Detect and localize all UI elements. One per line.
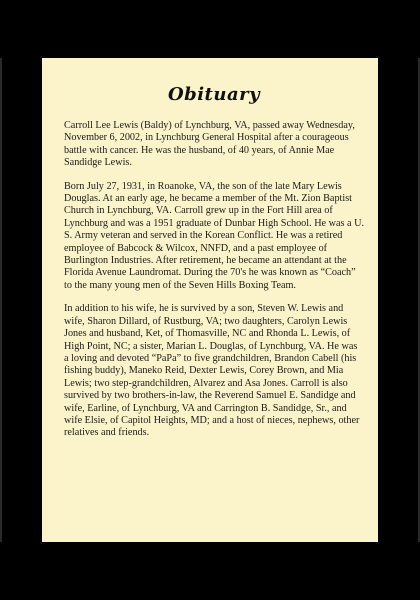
photo-frame-left-edge <box>0 58 2 542</box>
obituary-heading: Obituary <box>167 84 261 105</box>
paragraph-biography: Born July 27, 1931, in Roanoke, VA, the son of the late Mary Lewis Douglas. At an early age, he became a member of the Mt. Zion Baptist Church in Lynchburg, VA. Carroll grew up in the Fort Hill area of Lynchburg and was a 1951 graduate of Dunbar High School. He was a U. S. Army veteran and served in the Korean Conflict. He was a retired employee of Babcock & Wilcox, NNFD, and a past employee of Burlington Industries. After retirement, he became an attendant at the Florida Avenue Laundromat. During the 70's he was known as “Coach” to the many young men of the Seven Hills Boxing Team. <box>64 180 364 291</box>
obituary-page <box>42 58 378 542</box>
photo-frame-top <box>0 0 420 58</box>
paragraph-death-notice: Carroll Lee Lewis (Baldy) of Lynchburg, VA, passed away Wednesday, November 6, 2002, in Lynchburg General Hospital after a courageous battle with cancer. He was the husband, of 40 years, of Annie Mae Sandidge Lewis. <box>64 120 355 169</box>
photo-frame-bottom <box>0 542 420 600</box>
paragraph-survivors: In addition to his wife, he is survived by a son, Steven W. Lewis and wife, Sharon Dillard, of Rustburg, VA; two daughters, Carolyn Lewis Jones and husband, Ket, of Thomasville, NC and Rhonda L. Lewis, of High Point, NC; a sister, Marian L. Douglas, of Lynchburg, VA. He was a loving and devoted “PaPa” to five grandchildren, Brandon Cabell (his fishing buddy), Maneko Reid, Dexter Lewis, Corey Brown, and Mia Lewis; two step-grandchildren, Alvarez and Asa Jones. Carroll is also survived by two brothers-in-law, the Reverend Samuel E. Sandidge and wife, Earline, of Lynchburg, VA and Carrington B. Sandidge, Sr., and wife Elsie, of Capitol Heights, MD; and a host of nieces, nephews, other relatives and friends. <box>64 303 360 439</box>
